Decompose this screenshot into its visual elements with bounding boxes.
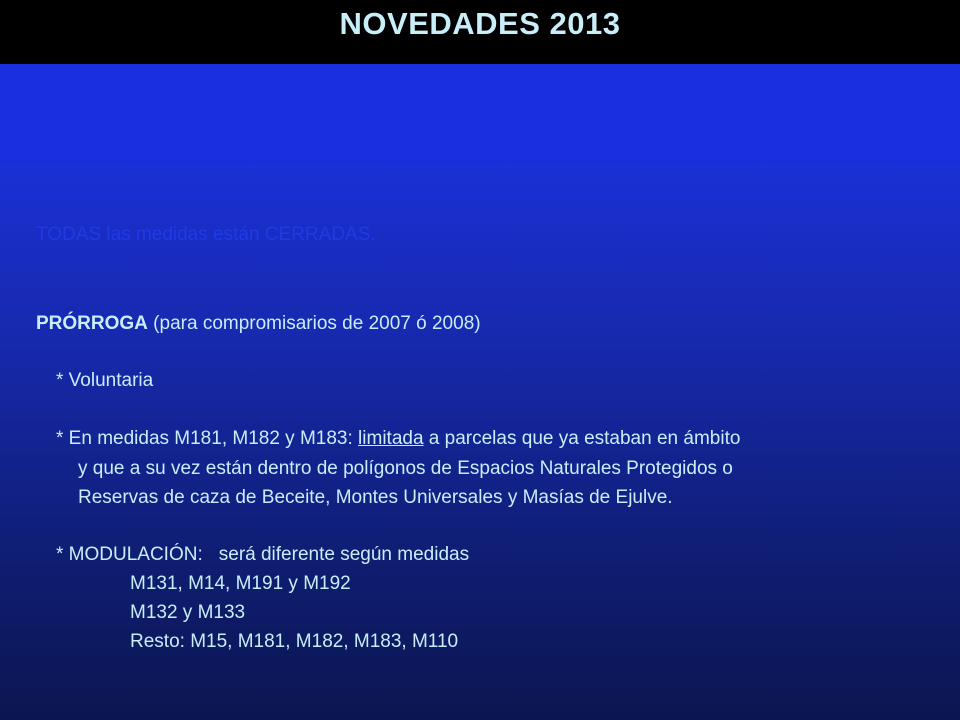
page-title: NOVEDADES 2013 — [339, 6, 621, 41]
modulacion-item: M132 y M133 — [130, 602, 246, 623]
medidas-suffix: a parcelas que ya estaban en ámbito — [423, 428, 741, 449]
header-band — [0, 64, 960, 160]
medidas-line-3: Reservas de caza de Beceite, Montes Universales y Masías de Ejulve. — [78, 487, 673, 508]
note-closed-measures: TODAS las medidas están CERRADAS. — [36, 224, 376, 245]
limitada-link[interactable]: limitada — [358, 428, 424, 449]
prorroga-label: PRÓRROGA — [36, 313, 148, 334]
bullet-medidas — [56, 428, 740, 450]
prorroga-heading — [36, 313, 481, 335]
bullet-modulacion — [56, 544, 469, 566]
medidas-prefix: * En medidas M181, M182 y M183: — [56, 428, 359, 449]
medidas-line-2: y que a su vez están dentro de polígonos de Espacios Naturales Protegidos o — [78, 458, 733, 479]
modulacion-label: * MODULACIÓN: — [56, 544, 203, 565]
prorroga-text: (para compromisarios de 2007 ó 2008) — [147, 313, 481, 334]
bullet-voluntaria: * Voluntaria — [56, 370, 154, 391]
modulacion-item: Resto: M15, M181, M182, M183, M110 — [130, 631, 459, 652]
modulacion-item: M131, M14, M191 y M192 — [130, 573, 351, 594]
modulacion-text: será diferente según medidas — [218, 544, 470, 565]
